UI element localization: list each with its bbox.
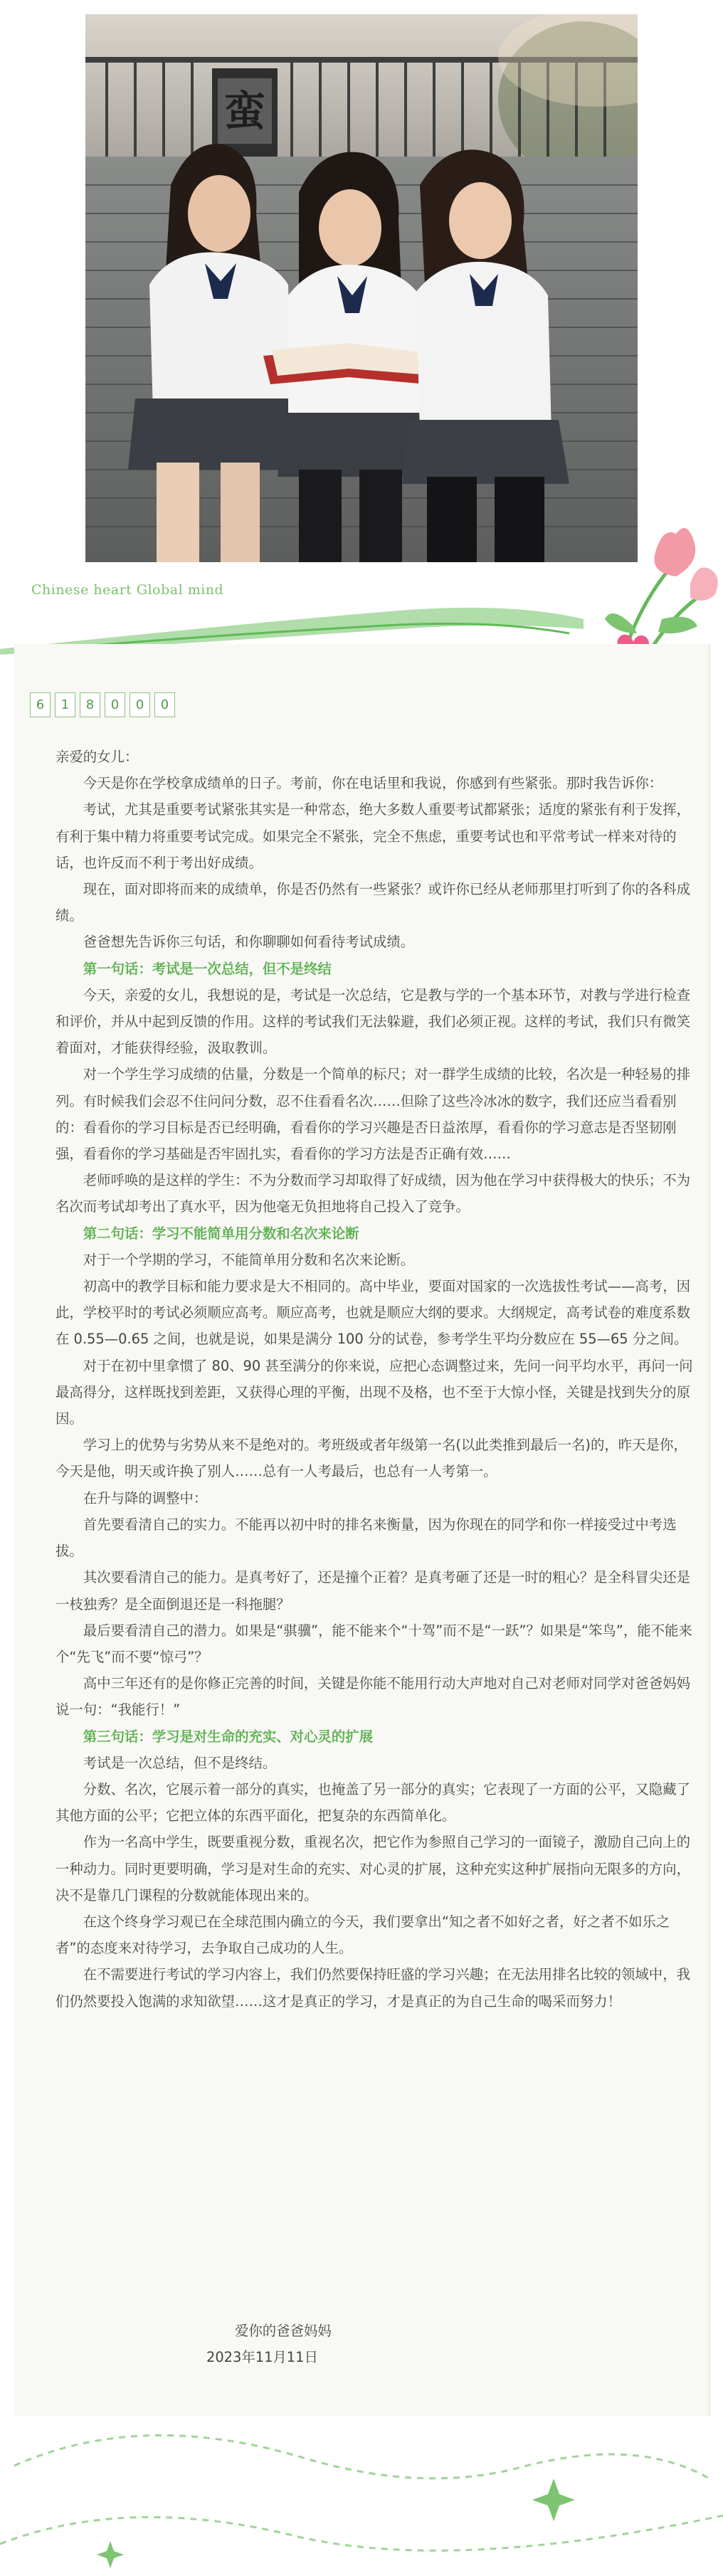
paragraph: 考试是一次总结，但不是终结。 bbox=[83, 1754, 277, 1771]
sparkle-icon bbox=[97, 2479, 575, 2568]
paragraph: 高中三年还有的是你修正完善的时间，关键是你能不能用行动大声地对自己对老师对同学对爸爸妈妈说一句：“我能行！” bbox=[56, 1675, 690, 1719]
paragraph: 在升与降的调整中： bbox=[83, 1489, 208, 1506]
letter-date: 2023年11月11日 bbox=[206, 2349, 318, 2365]
paragraph: 对于一个学期的学习，不能简单用分数和名次来论断。 bbox=[83, 1251, 415, 1268]
section-heading: 第一句话：考试是一次总结，但不是终结 bbox=[83, 960, 332, 977]
code-digit: 0 bbox=[105, 692, 125, 717]
paragraph: 其次要看清自己的能力。是真考好了，还是撞个正着？是真考砸了还是一时的粗心？是全科冒尖还是一枝独秀？是全面倒退还是一科拖腿？ bbox=[56, 1569, 690, 1612]
paragraph: 对于在初中里拿惯了 80、90 甚至满分的你来说，应把心态调整过来，先问一问平均水平，再问一问最高得分，这样既找到差距，又获得心理的平衡，出现不及格，也不至于大惊小怪，关键是找到失分的原因。 bbox=[56, 1357, 693, 1427]
paragraph: 在不需要进行考试的学习内容上，我们仍然要保持旺盛的学习兴趣；在无法用排名比较的领域中，我们仍然要投入饱满的求知欲望……这才是真正的学习，才是真正的为自己生命的喝采而努力！ bbox=[56, 1966, 690, 2010]
students-reading-illustration bbox=[85, 14, 638, 562]
signature: 爱你的爸爸妈妈 bbox=[235, 2323, 332, 2339]
code-digits bbox=[30, 692, 175, 717]
letter-body bbox=[56, 744, 699, 2015]
paragraph: 作为一名高中学生，既要重视分数，重视名次，把它作为参照自己学习的一面镜子，激励自己向上的一种动力。同时更要明确，学习是对生命的充实、对心灵的扩展，这种充实这种扩展指向无限多的方向，决不是靠几门课程的分数就能体现出来的。 bbox=[56, 1834, 690, 1904]
paragraph: 分数、名次，它展示着一部分的真实，也掩盖了另一部分的真实；它表现了一方面的公平，又隐藏了其他方面的公平；它把立体的东西平面化，把复杂的东西简单化。 bbox=[56, 1780, 690, 1825]
paragraph: 最后要看清自己的潜力。如果是“骐骥”，能不能来个“十驾”而不是“一跃”？如果是“笨鸟”，能不能来个“先飞”而不要“惊弓”？ bbox=[56, 1622, 692, 1665]
paragraph: 考试，尤其是重要考试紧张其实是一种常态，绝大多数人重要考试都紧张；适度的紧张有利于发挥，有利于集中精力将重要考试完成。如果完全不紧张，完全不焦虑，重要考试也和平常考试一样来对待的话，也许反而不利于考出好成绩。 bbox=[56, 801, 690, 871]
signature-block bbox=[206, 2318, 332, 2370]
paragraph: 首先要看清自己的实力。不能再以初中时的排名来衡量，因为你现在的同学和你一样接受过中考选拔。 bbox=[56, 1516, 677, 1560]
paragraph: 今天，亲爱的女儿，我想说的是，考试是一次总结，它是教与学的一个基本环节，对教与学进行检查和评价，并从中起到反馈的作用。这样的考试我们无法躲避，我们必须正视。这样的考试，我们只有微笑着面对，才能获得经验，汲取教训。 bbox=[56, 986, 690, 1057]
code-digit: 6 bbox=[30, 692, 51, 717]
paragraph: 在这个终身学习观已在全球范围内确立的今天，我们要拿出“知之者不如好之者，好之者不如乐之者”的态度来对待学习，去争取自己成功的人生。 bbox=[56, 1913, 670, 1957]
code-digit: 0 bbox=[130, 692, 150, 717]
greeting: 亲爱的女儿： bbox=[56, 749, 139, 765]
section-heading: 第二句话：学习不能简单用分数和名次来论断 bbox=[83, 1225, 359, 1242]
paragraph: 学习上的优势与劣势从来不是绝对的。考班级或者年级第一名(以此类推到最后一名)的，昨天是你，今天是他，明天或许换了别人……总有一人考最后，也总有一人考第一。 bbox=[56, 1437, 687, 1480]
code-digit: 8 bbox=[80, 692, 100, 717]
sign-character: 蛮 bbox=[223, 87, 265, 135]
paragraph: 爸爸想先告诉你三句话，和你聊聊如何看待考试成绩。 bbox=[83, 934, 415, 951]
dashed-swirl-decoration bbox=[0, 2416, 723, 2576]
paragraph: 今天是你在学校拿成绩单的日子。考前，你在电话里和我说，你感到有些紧张。那时我告诉你： bbox=[83, 775, 663, 792]
code-digit: 1 bbox=[55, 692, 75, 717]
paragraph: 现在，面对即将而来的成绩单，你是否仍然有一些紧张？或许你已经从老师那里打听到了你的各科成绩。 bbox=[56, 881, 690, 924]
paragraph: 对一个学生学习成绩的估量，分数是一个简单的标尺；对一群学生成绩的比较，名次是一种轻易的排列。有时候我们会忍不住问问分数，忍不住看看名次……但除了这些冷冰冰的数字，我们还应当看看别的：看看你的学习目标是否已经明确，看看你的学习兴趣是否日益浓厚，看看你的学习意志是否坚韧刚强，看看你的学习基础是否牢固扎实，看看你的学习方法是否正确有效…… bbox=[56, 1066, 690, 1163]
paragraph: 初高中的教学目标和能力要求是大不相同的。高中毕业，要面对国家的一次选拔性考试——高考，因此，学校平时的考试必须顺应高考。顺应高考，也就是顺应大纲的要求。大纲规定，高考试卷的难度系数在 0.55—0.65 之间，也就是说，如果是满分 100 分的试卷，参考学生平均分数应在 55—65 分之间。 bbox=[56, 1278, 690, 1348]
code-digit: 0 bbox=[154, 692, 175, 717]
section-heading: 第三句话：学习是对生命的充实、对心灵的扩展 bbox=[83, 1728, 373, 1745]
letter-card bbox=[14, 644, 710, 2416]
hero-photo bbox=[85, 14, 638, 562]
paragraph: 老师呼唤的是这样的学生：不为分数而学习却取得了好成绩，因为他在学习中获得极大的快乐；不为名次而考试却考出了真水平，因为他毫无负担地将自己投入了竞争。 bbox=[56, 1172, 690, 1215]
tagline: Chinese heart Global mind bbox=[31, 582, 224, 598]
